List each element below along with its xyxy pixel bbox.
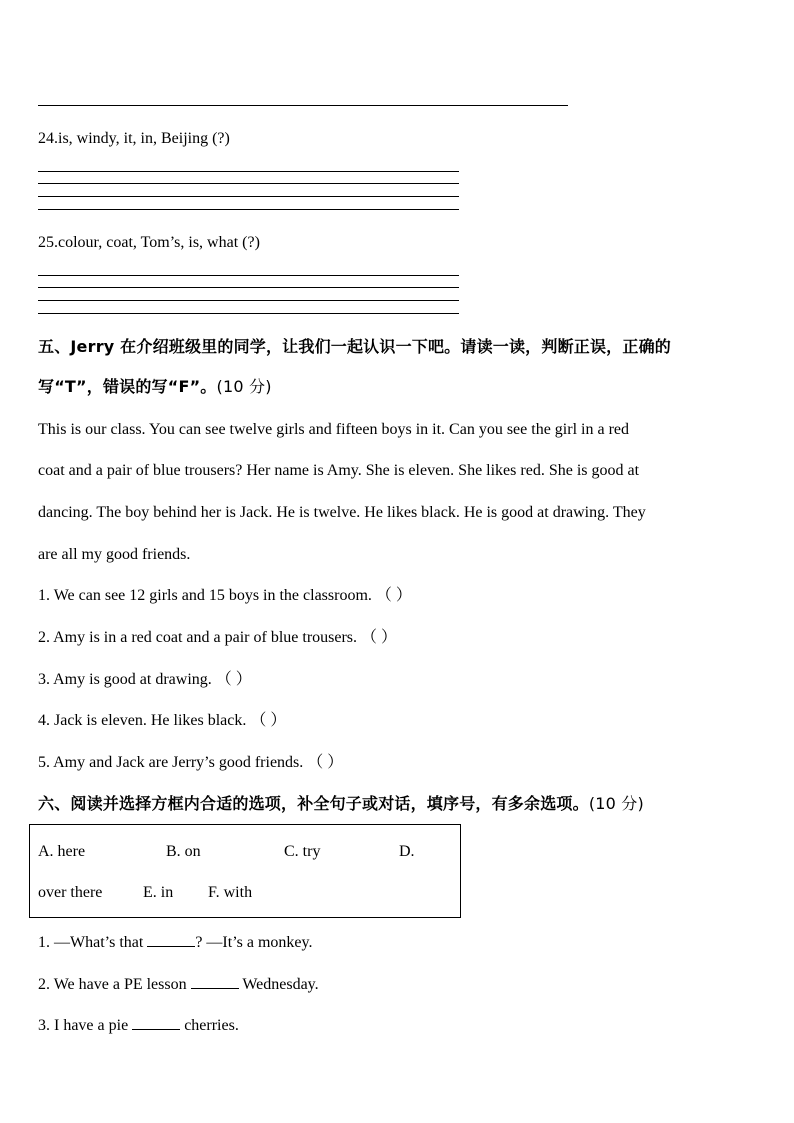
answer-line	[38, 209, 459, 210]
answer-line	[38, 275, 459, 276]
question-24: 24.is, windy, it, in, Beijing (?)	[38, 130, 230, 147]
answer-line-top	[38, 105, 568, 106]
options-box	[29, 824, 461, 918]
answer-line	[38, 171, 459, 172]
tf-question: 1. We can see 12 girls and 15 boys in the classroom. （ ）	[38, 587, 412, 604]
fill-question: 3. I have a pie cherries.	[38, 1014, 239, 1036]
section-6-heading: 六、阅读并选择方框内合适的选项，补全句子或对话，填序号，有多余选项。(10 分)	[38, 794, 644, 813]
answer-line	[38, 183, 459, 184]
question-25: 25.colour, coat, Tom’s, is, what (?)	[38, 234, 260, 251]
section-5-score: (10 分)	[216, 377, 272, 396]
tf-question: 4. Jack is eleven. He likes black. （ ）	[38, 712, 287, 729]
section-5-heading-cont: 写“T”，错误的写“F”。(10 分)	[38, 377, 272, 396]
option-d: D.	[399, 843, 415, 860]
answer-line	[38, 196, 459, 197]
passage-line: are all my good friends.	[38, 546, 191, 563]
answer-blank[interactable]	[147, 931, 195, 947]
fill-question: 2. We have a PE lesson Wednesday.	[38, 973, 319, 995]
answer-blank[interactable]	[191, 973, 239, 989]
option-f: F. with	[208, 884, 253, 901]
answer-line	[38, 313, 459, 314]
option-c: C. try	[284, 843, 321, 860]
option-e: E. in	[143, 884, 174, 901]
fill-question: 1. —What’s that ? —It’s a monkey.	[38, 931, 312, 953]
passage-line: This is our class. You can see twelve girls and fifteen boys in it. Can you see the girl in a red	[38, 421, 629, 438]
passage-line: coat and a pair of blue trousers? Her name is Amy. She is eleven. She likes red. She is good at	[38, 462, 640, 479]
answer-line	[38, 287, 459, 288]
tf-question: 5. Amy and Jack are Jerry’s good friends. （ ）	[38, 754, 344, 771]
option-b: B. on	[166, 843, 201, 860]
tf-question: 3. Amy is good at drawing. （ ）	[38, 671, 252, 688]
passage-line: dancing. The boy behind her is Jack. He is twelve. He likes black. He is good at drawing. They	[38, 504, 646, 521]
section-5-heading: 五、Jerry 在介绍班级里的同学，让我们一起认识一下吧。请读一读，判断正误，正确的	[38, 337, 671, 356]
answer-blank[interactable]	[132, 1014, 180, 1030]
section-6-score: (10 分)	[588, 794, 644, 813]
option-d-continued: over there	[38, 884, 103, 901]
answer-line	[38, 300, 459, 301]
tf-question: 2. Amy is in a red coat and a pair of blue trousers. （ ）	[38, 629, 398, 646]
option-a: A. here	[38, 843, 86, 860]
